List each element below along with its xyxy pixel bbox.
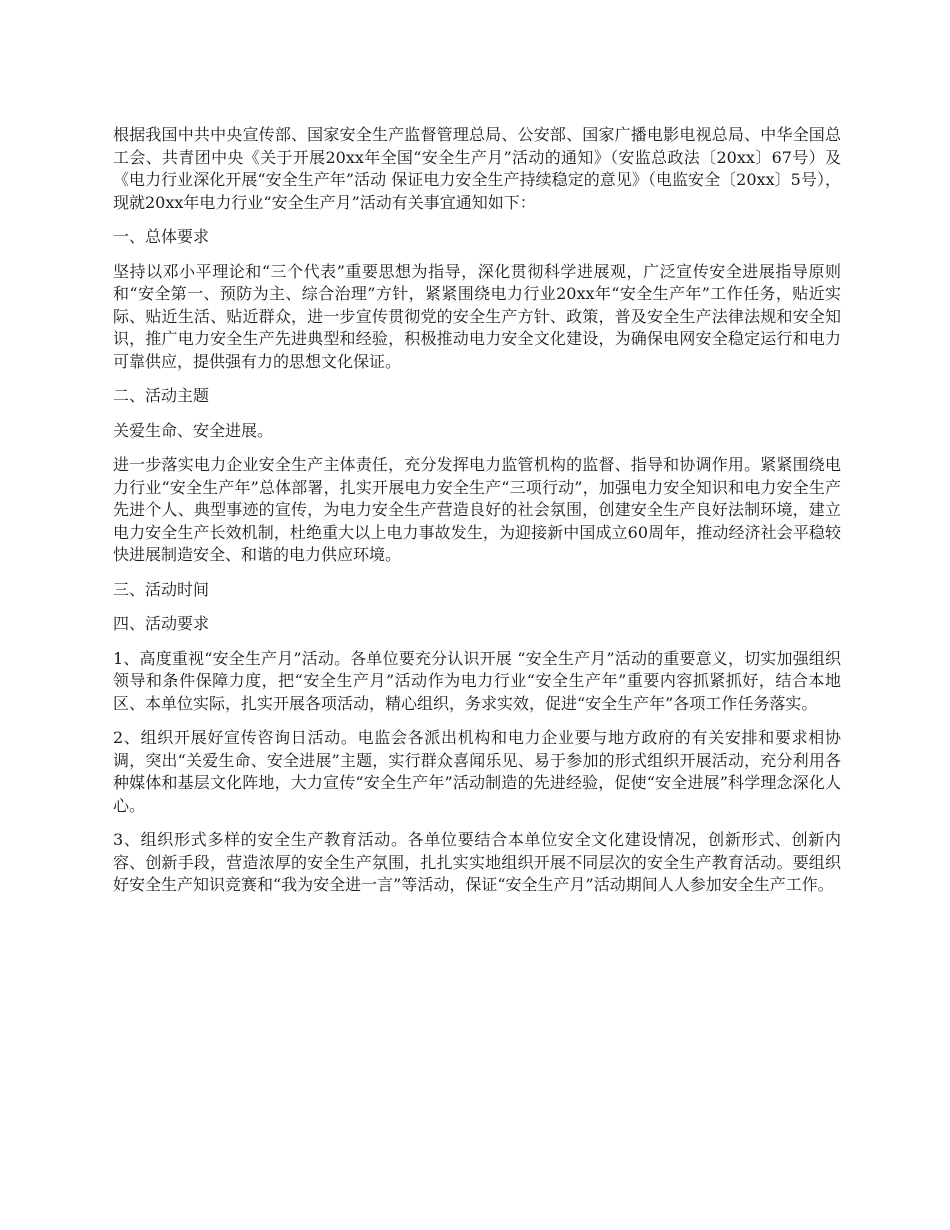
document-body [113,124,841,909]
requirement-item-1: 1、高度重视“安全生产月”活动。各单位要充分认识开展 “安全生产月”活动的重要意义，切实加强组织领导和条件保障力度，把“安全生产月”活动作为电力行业“安全生产年”重要内容抓紧抓好，结合本地区、本单位实际，扎实开展各项活动，精心组织，务求实效，促进“安全生产年”各项工作任务落实。 [113,648,841,713]
general-requirements-paragraph: 坚持以邓小平理论和“三个代表”重要思想为指导，深化贯彻科学进展观，广泛宣传安全进展指导原则和“安全第一、预防为主、综合治理”方针，紧紧围绕电力行业20xx年“安全生产年”工作任务，贴近实际、贴近生活、贴近群众，进一步宣传贯彻党的安全生产方针、政策，普及安全生产法律法规和安全知识，推广电力安全生产先进典型和经验，积极推动电力安全文化建设，为确保电网安全稳定运行和电力可靠供应，提供强有力的思想文化保证。 [113,261,841,371]
activity-theme-detail-paragraph: 进一步落实电力企业安全生产主体责任，充分发挥电力监管机构的监督、指导和协调作用。紧紧围绕电力行业“安全生产年”总体部署，扎实开展电力安全生产“三项行动”，加强电力安全知识和电力安全生产先进个人、典型事迹的宣传，为电力安全生产营造良好的社会氛围，创建安全生产良好法制环境，建立电力安全生产长效机制，杜绝重大以上电力事故发生，为迎接新中国成立60周年，推动经济社会平稳较快进展制造安全、和谐的电力供应环境。 [113,455,841,564]
section-heading-activity-theme: 二、活动主题 [113,386,210,405]
activity-theme-paragraph: 关爱生命、安全进展。 [113,420,274,440]
section-heading-general-requirements: 一、总体要求 [113,227,210,246]
section-heading-activity-time: 三、活动时间 [113,579,210,599]
intro-paragraph: 根据我国中共中央宣传部、国家安全生产监督管理总局、公安部、国家广播电影电视总局、中华全国总工会、共青团中央《关于开展20xx年全国“安全生产月”活动的通知》（安监总政法〔20xx〕67号）及《电力行业深化开展“安全生产年”活动 保证电力安全生产持续稳定的意见》（电监安全〔20xx〕5号），现就20xx年电力行业“安全生产月”活动有关事宜通知如下： [113,125,841,212]
requirement-item-2: 2、组织开展好宣传咨询日活动。电监会各派出机构和电力企业要与地方政府的有关安排和要求相协调，突出“关爱生命、安全进展”主题，实行群众喜闻乐见、易于参加的形式组织开展活动，充分利用各种媒体和基层文化阵地，大力宣传“安全生产年”活动制造的先进经验，促使“安全进展”科学理念深化人心。 [113,728,841,815]
section-heading-activity-requirements: 四、活动要求 [113,614,210,633]
requirement-item-3: 3、组织形式多样的安全生产教育活动。各单位要结合本单位安全文化建设情况，创新形式、创新内容、创新手段，营造浓厚的安全生产氛围，扎扎实实地组织开展不同层次的安全生产教育活动。要组织好安全生产知识竞赛和“我为安全进一言”等活动，保证“安全生产月”活动期间人人参加安全生产工作。 [113,830,841,894]
